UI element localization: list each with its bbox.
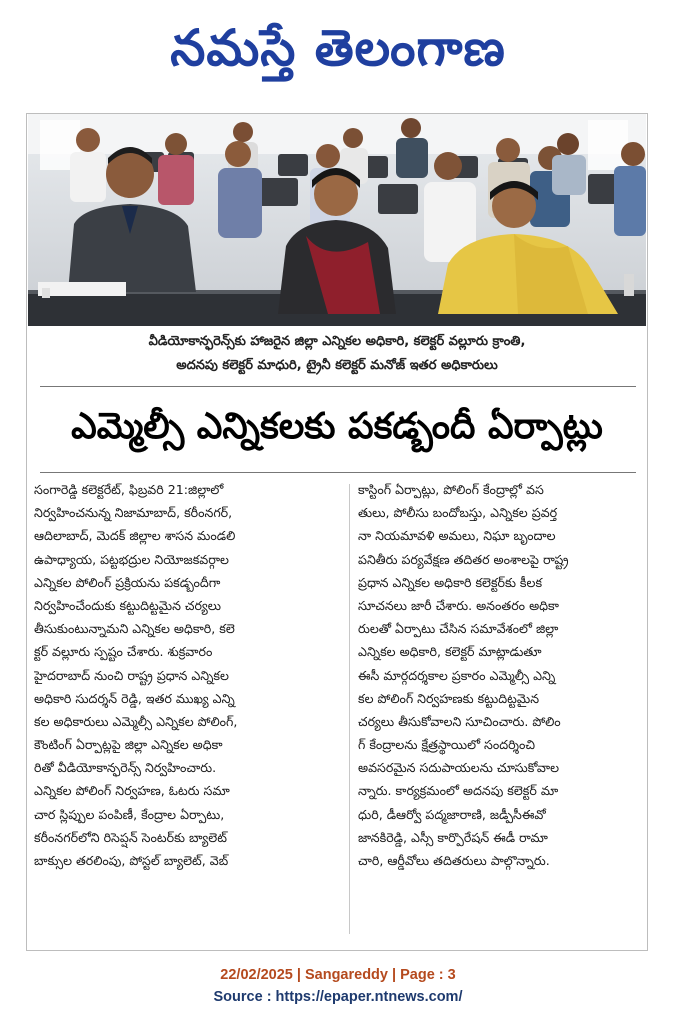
body-line: క్టర్ వల్లూరు స్పష్టం చేశారు. శుక్రవారం — [34, 644, 213, 660]
body-line: జానకిరెడ్డి, ఎస్సీ కార్పొరేషన్ ఈడీ రామా — [358, 829, 548, 845]
body-line: కౌంటింగ్ ఏర్పాట్లపై జిల్లా ఎన్నికల అధికా — [34, 737, 223, 753]
caption-line: అదనపు కలెక్టర్ మాధురి, ట్రైనీ కలెక్టర్ మనోజ్ ఇతర అధికారులు — [176, 358, 498, 373]
body-line: చార స్లిప్పుల పంపిణీ, కేంద్రాల ఏర్పాటు, — [34, 806, 225, 822]
caption-line: వీడియోకాన్ఫరెన్స్‌కు హాజరైన జిల్లా ఎన్నికల అధికారి, కలెక్టర్ వల్లూరు క్రాంతి, — [148, 334, 526, 349]
body-line: అధికారి సుదర్శన్ రెడ్డి, ఇతర ముఖ్య ఎన్ని — [34, 690, 235, 706]
masthead — [0, 0, 676, 108]
body-line: సంగారెడ్డి కలెక్టరేట్, ఫిబ్రవరి 21:జిల్లాలో — [34, 482, 224, 497]
photo-caption — [28, 330, 646, 382]
page-footer — [0, 964, 676, 1008]
caption-divider — [40, 386, 636, 387]
body-line: పనితీరు పర్యవేక్షణ తదితర అంశాలపై రాష్ట్ర — [358, 551, 569, 567]
body-line: ధురి, డీఆర్వో పద్మజారాణి, జడ్పీసీఈవో — [358, 806, 546, 822]
photo-icon — [28, 114, 646, 326]
meeting-photo — [28, 114, 646, 326]
body-line: కరీంనగర్‌లోని రిసెప్షన్ సెంటర్‌కు బ్యాలెట్ — [34, 829, 227, 845]
body-line: అవసరమైన సదుపాయలను చూసుకోవాల — [358, 760, 560, 776]
body-line: న్నారు. కార్యక్రమంలో అదనపు కలెక్టర్ మా — [358, 783, 559, 799]
body-line: నిర్వహించేందుకు కట్టుదిట్టమైన చర్యలు — [34, 597, 222, 613]
body-line: రులతో ఏర్పాటు చేసిన సమావేశంలో జిల్లా — [358, 621, 559, 637]
body-line: చర్యలు తీసుకోవాలని సూచించారు. పోలిం — [358, 713, 561, 729]
body-line: తులు, పోలీసు బందోబస్తు, ఎన్నికల ప్రవర్త — [358, 505, 558, 521]
body-line: ఎన్నికల పోలింగ్ నిర్వహణ, ఓటరు సమా — [34, 783, 230, 799]
edition-info: 22/02/2025 | Sangareddy | Page : 3 — [220, 967, 456, 983]
body-line: ఈసీ మార్గదర్శకాల ప్రకారం ఎమ్మెల్సీ ఎన్ని — [358, 667, 556, 683]
newspaper-title: నమస్తే తెలంగాణ — [170, 18, 506, 77]
headline-divider — [40, 472, 636, 473]
body-line: ఎన్నికల అధికారి, కలెక్టర్ మాట్లాడుతూ — [358, 644, 542, 660]
body-line: కల పోలింగ్ నిర్వహణకు కట్టుదిట్టమైన — [358, 690, 540, 706]
body-line: చారి, ఆర్డీవోలు తదితరులు పాల్గొన్నారు. — [358, 853, 550, 868]
body-line: ఎన్నికల పోలింగ్ ప్రక్రియను పకడ్బందీగా — [34, 574, 221, 590]
body-line: తీసుకుంటున్నామని ఎన్నికల అధికారి, కలె — [34, 621, 235, 637]
body-line: నిర్వహించనున్న నిజామాబాద్, కరీంనగర్, — [34, 505, 233, 521]
body-line: ఆదిలాబాద్, మెదక్ జిల్లాల శాసన మండలి — [34, 528, 236, 544]
body-line: కాస్టింగ్ ఏర్పాట్లు, పోలింగ్ కేంద్రాల్లో వస — [358, 482, 544, 497]
body-line: బాక్సుల తరలింపు, పోస్టల్ బ్యాలెట్, వెబ్ — [34, 853, 229, 868]
body-line: నా నియమావళి అమలు, నిఘా బృందాల — [358, 528, 556, 544]
article-headline: ఎమ్మెల్సీ ఎన్నికలకు పకడ్బందీ ఏర్పాట్లు — [71, 406, 603, 447]
article-column-right — [358, 478, 640, 948]
body-line: గ్ కేంద్రాలను క్షేత్రస్థాయిలో సందర్శించి — [358, 737, 536, 753]
column-divider — [349, 484, 350, 934]
body-line: సూచనలు జారీ చేశారు. అనంతరం అధికా — [358, 597, 559, 613]
source-link[interactable]: Source : https://epaper.ntnews.com/ — [213, 989, 463, 1005]
body-line: ఉపాధ్యాయ, పట్టభద్రుల నియోజకవర్గాల — [34, 551, 229, 567]
body-line: హైదరాబాద్ నుంచి రాష్ట్ర ప్రధాన ఎన్నికల — [34, 667, 229, 683]
article-column-left — [34, 478, 344, 948]
body-line: రితో వీడియోకాన్ఫరెన్స్ నిర్వహించారు. — [34, 760, 217, 776]
body-line: ప్రధాన ఎన్నికల అధికారి కలెక్టర్‌కు కీలక — [358, 574, 543, 590]
body-line: కల అధికారులు ఎమ్మెల్సీ ఎన్నికల పోలింగ్, — [34, 713, 238, 729]
